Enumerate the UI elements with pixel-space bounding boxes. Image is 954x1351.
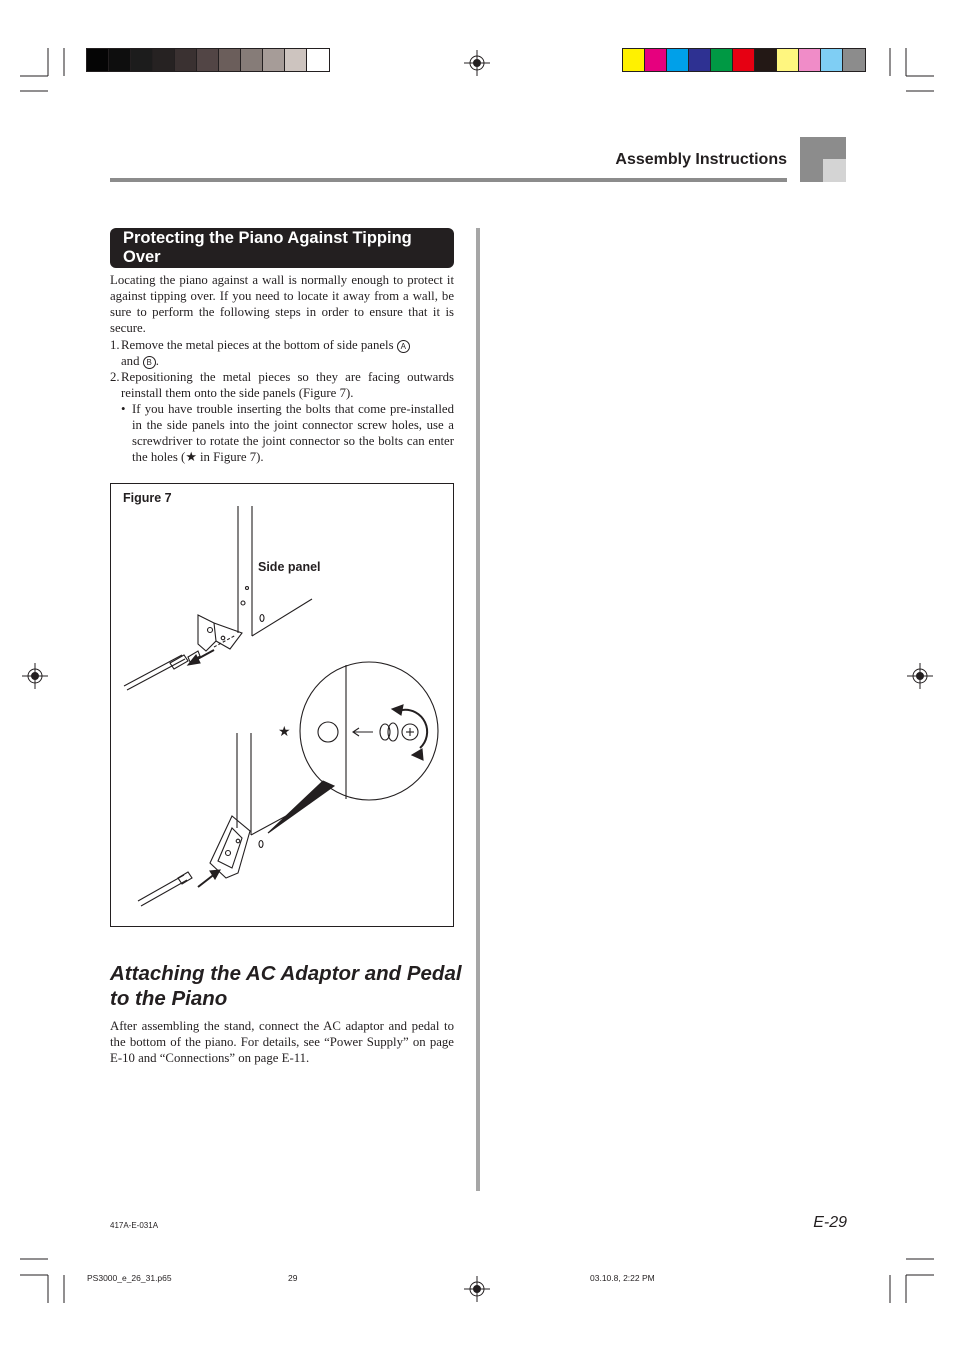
- bullet-dot: •: [121, 402, 126, 416]
- color-swatch: [241, 49, 263, 71]
- color-swatch: [711, 49, 733, 71]
- color-swatch: [733, 49, 755, 71]
- step-1-number: 1.: [110, 338, 120, 352]
- bullet-text-b: in Figure 7).: [196, 450, 264, 464]
- registration-mark-top: [464, 50, 490, 76]
- registration-mark-right: [907, 663, 933, 689]
- color-swatch: [285, 49, 307, 71]
- grayscale-color-bar: [86, 48, 330, 72]
- color-swatch: [197, 49, 219, 71]
- star-icon: ★: [185, 450, 197, 464]
- color-swatch: [263, 49, 285, 71]
- intro-paragraph: Locating the piano against a wall is normally enough to protect it against tipping over. If you need to locate it away from a wall, be sure to perform the following steps in order to ensure that it is secure.: [110, 273, 454, 335]
- step-2-text: Repositioning the metal pieces so they are facing outwards reinstall them onto the side panels (Figure 7).: [121, 370, 454, 400]
- step-2: [110, 369, 454, 401]
- color-swatch: [109, 49, 131, 71]
- file-name: PS3000_e_26_31.p65: [87, 1273, 172, 1283]
- panel-a-marker: A: [397, 340, 410, 353]
- step-1-and: and: [121, 354, 140, 368]
- color-swatch: [175, 49, 197, 71]
- color-swatch: [755, 49, 777, 71]
- panel-b-marker: B: [143, 356, 156, 369]
- section-header: Assembly Instructions: [615, 151, 787, 168]
- page-number: E-29: [813, 1214, 847, 1231]
- color-swatch: [645, 49, 667, 71]
- color-swatch: [623, 49, 645, 71]
- slug-page-number: 29: [288, 1273, 298, 1283]
- figure-7-illustration: [110, 483, 454, 927]
- color-swatch: [153, 49, 175, 71]
- step-2-number: 2.: [110, 370, 120, 384]
- star-icon: ★: [278, 725, 291, 740]
- color-swatch: [799, 49, 821, 71]
- color-swatch: [667, 49, 689, 71]
- step-1: [110, 337, 454, 369]
- color-swatch: [219, 49, 241, 71]
- color-swatch: [777, 49, 799, 71]
- color-swatch: [307, 49, 329, 71]
- bullet-note: [121, 401, 454, 465]
- column-divider: [476, 228, 480, 1191]
- color-swatch: [131, 49, 153, 71]
- registration-mark-bottom: [464, 1276, 490, 1302]
- color-swatch: [821, 49, 843, 71]
- section-title-attaching: Attaching the AC Adaptor and Pedal to the Piano: [110, 962, 462, 1010]
- color-swatch: [843, 49, 865, 71]
- registration-mark-left: [22, 663, 48, 689]
- side-panel-label: Side panel: [258, 560, 321, 574]
- section-title-protecting: Protecting the Piano Against Tipping Over: [110, 228, 454, 268]
- figure-7-label: Figure 7: [123, 491, 172, 505]
- color-swatch: [87, 49, 109, 71]
- print-timestamp: 03.10.8, 2:22 PM: [590, 1273, 655, 1283]
- step-1-period: .: [155, 354, 159, 368]
- bullet-text-a: If you have trouble inserting the bolts that come pre-installed in the side panels into the joint connector screw holes, use a screwdriver to rotate the joint connector so the bolts can enter the holes (: [132, 402, 454, 464]
- attaching-paragraph: After assembling the stand, connect the AC adaptor and pedal to the bottom of the piano. For details, see “Power Supply” on page E-10 and “Connections” on page E-11.: [110, 1019, 454, 1065]
- document-code: 417A-E-031A: [110, 1221, 159, 1230]
- process-color-bar: [622, 48, 866, 72]
- thumb-tab-inner: [823, 159, 846, 182]
- header-rule: [110, 178, 787, 182]
- color-swatch: [689, 49, 711, 71]
- step-1-text: Remove the metal pieces at the bottom of side panels: [121, 338, 394, 352]
